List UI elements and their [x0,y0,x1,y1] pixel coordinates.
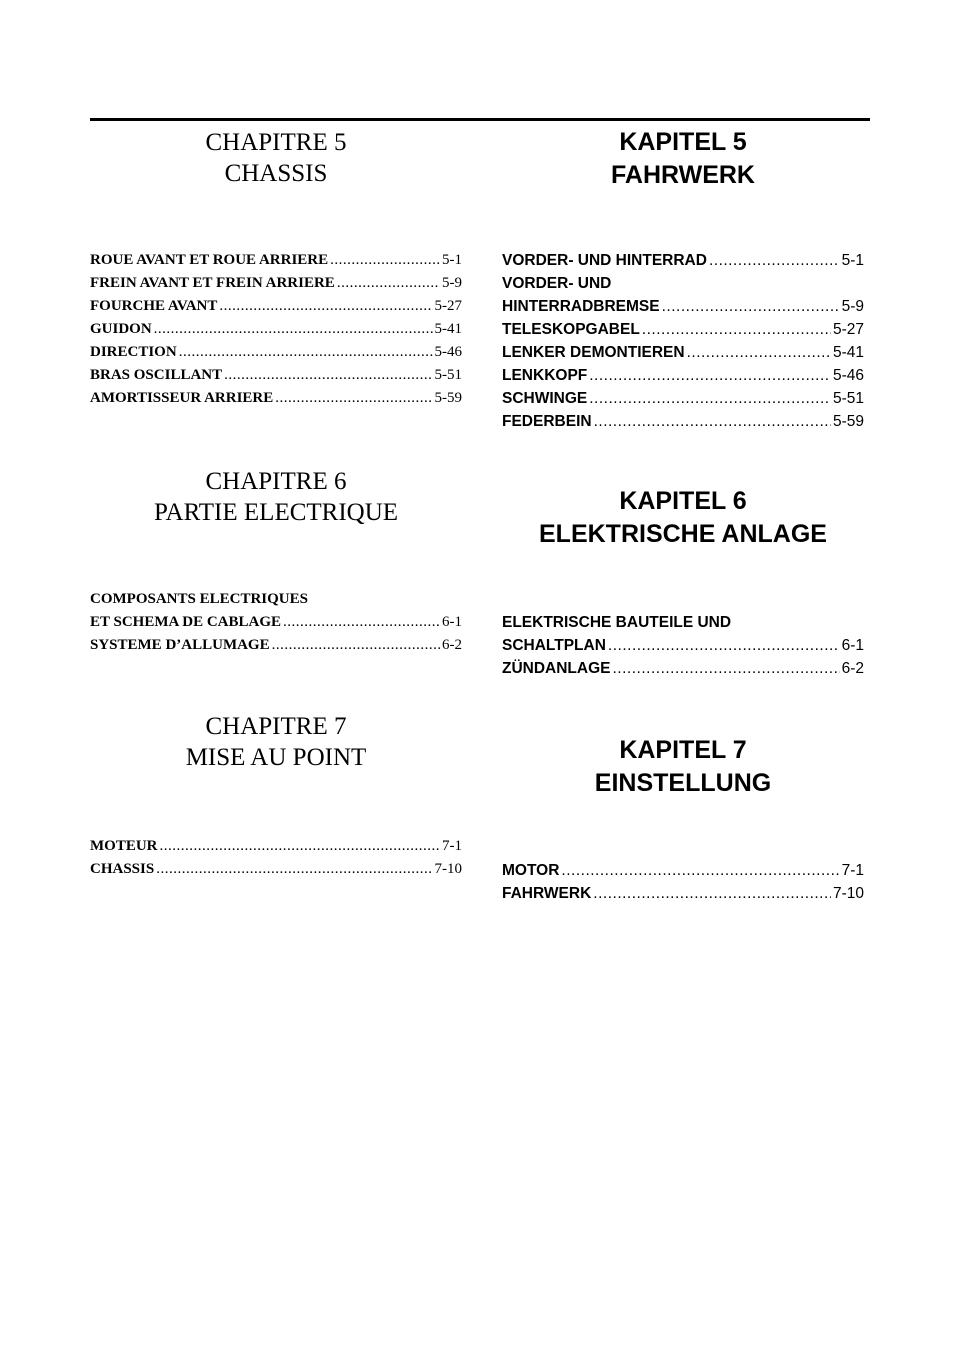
toc-entry-label: MOTOR [502,862,560,879]
toc-entry-page: 6-1 [442,614,462,630]
toc-dot-leader [561,859,839,882]
toc-entry-label: SYSTEME D’ALLUMAGE [90,637,270,653]
toc-list [90,835,462,881]
toc-entry-page: 6-2 [841,660,864,677]
chapter-number: CHAPITRE 7 [205,713,347,740]
chapter-name: CHASSIS [224,160,328,187]
toc-dot-leader [589,387,831,410]
toc-entry [502,859,864,882]
toc-dot-leader [154,318,433,341]
toc-dot-leader [330,249,440,272]
chapter-name: EINSTELLUNG [594,769,772,797]
toc-entry-label: LENKKOPF [502,367,588,384]
toc-entry-label: DIRECTION [90,344,177,360]
toc-entry [502,341,864,364]
toc-entry-label: LENKER DEMONTIEREN [502,344,685,361]
toc-entry-label: BRAS OSCILLANT [90,367,223,383]
chapter-name: FAHRWERK [611,161,755,189]
chapter-name: PARTIE ELECTRIQUE [153,499,399,526]
toc-entry [90,295,462,318]
toc-dot-leader [156,858,432,881]
toc-entry-page: 6-2 [442,637,462,653]
toc-list [502,859,864,905]
chapter-7-title-fr [90,711,462,773]
toc-entry-page: 5-41 [832,344,864,361]
chapter-name: MISE AU POINT [185,744,367,771]
toc-entry [502,634,864,657]
toc-dot-leader [224,364,432,387]
toc-entry [502,295,864,318]
toc-entry-page: 5-1 [442,252,462,268]
toc-entry-page: 5-59 [434,390,462,406]
toc-dot-leader [337,272,440,295]
toc-list [90,588,462,657]
chapter-number: CHAPITRE 6 [205,468,347,495]
toc-entry-page: 7-10 [832,885,864,902]
toc-entry [502,410,864,433]
toc-entry [90,634,462,657]
toc-list [502,249,864,433]
toc-entry-label: CHASSIS [90,861,155,877]
toc-entry [90,858,462,881]
toc-dot-leader [272,634,440,657]
toc-entry-label: ROUE AVANT ET ROUE ARRIERE [90,252,329,268]
toc-entry-page: 5-41 [434,321,462,337]
toc-entry-page: 5-46 [434,344,462,360]
chapter-5-title-fr [90,127,462,189]
toc-entry [502,387,864,410]
toc-entry-label: COMPOSANTS ELECTRIQUES [90,591,308,607]
toc-entry [502,657,864,680]
toc-entry-label: VORDER- UND HINTERRAD [502,252,707,269]
toc-entry-page: 6-1 [841,637,864,654]
toc-dot-leader [283,611,440,634]
toc-entry [90,341,462,364]
toc-entry-page: 5-9 [841,298,864,315]
toc-dot-leader [593,882,831,905]
toc-entry-page: 5-27 [434,298,462,314]
toc-dot-leader [608,634,840,657]
toc-entry-label: ELEKTRISCHE BAUTEILE UND [502,614,732,631]
toc-dot-leader [687,341,831,364]
toc-list [502,611,864,680]
toc-entry [90,588,462,611]
toc-entry-page: 5-27 [832,321,864,338]
toc-entry-page: 5-1 [841,252,864,269]
chapter-6-title-de [502,485,864,551]
toc-entry-label: FOURCHE AVANT [90,298,218,314]
toc-dot-leader [662,295,840,318]
toc-dot-leader [275,387,432,410]
chapter-6-title-fr [90,466,462,528]
chapter-7-title-de [502,734,864,800]
top-rule [90,118,870,121]
toc-entry-label: FEDERBEIN [502,413,592,430]
toc-entry-page: 5-9 [442,275,462,291]
toc-entry-page: 7-10 [434,861,462,877]
toc-entry [90,364,462,387]
toc-entry [502,249,864,272]
toc-entry [502,364,864,387]
toc-entry-label: ET SCHEMA DE CABLAGE [90,614,282,630]
toc-entry [502,318,864,341]
toc-entry [90,249,462,272]
toc-entry-label: MOTEUR [90,838,158,854]
toc-entry-label: FAHRWERK [502,885,592,902]
chapter-5-title-de [502,126,864,192]
toc-dot-leader [589,364,831,387]
toc-entry-label: GUIDON [90,321,152,337]
toc-dot-leader [642,318,831,341]
toc-entry-label: AMORTISSEUR ARRIERE [90,390,274,406]
chapter-number: CHAPITRE 5 [205,129,347,156]
toc-entry-label: TELESKOPGABEL [502,321,640,338]
toc-list [90,249,462,410]
toc-entry-label: HINTERRADBREMSE [502,298,660,315]
toc-entry-label: VORDER- UND [502,275,612,292]
toc-entry [502,272,864,295]
toc-entry-page: 7-1 [841,862,864,879]
toc-entry-page: 5-46 [832,367,864,384]
toc-dot-leader [594,410,831,433]
toc-entry [90,835,462,858]
toc-entry [90,611,462,634]
toc-dot-leader [613,657,840,680]
chapter-number: KAPITEL 6 [619,487,747,515]
toc-entry [502,882,864,905]
toc-entry [502,611,864,634]
toc-entry-page: 7-1 [442,838,462,854]
chapter-name: ELEKTRISCHE ANLAGE [539,520,827,548]
toc-entry-page: 5-59 [832,413,864,430]
toc-entry-page: 5-51 [434,367,462,383]
toc-dot-leader [709,249,840,272]
toc-entry-label: SCHWINGE [502,390,588,407]
toc-entry-label: SCHALTPLAN [502,637,606,654]
chapter-number: KAPITEL 7 [619,736,747,764]
toc-dot-leader [179,341,433,364]
toc-entry-label: ZÜNDANLAGE [502,660,611,677]
toc-entry-label: FREIN AVANT ET FREIN ARRIERE [90,275,335,291]
toc-dot-leader [219,295,432,318]
chapter-number: KAPITEL 5 [619,128,747,156]
toc-dot-leader [160,835,441,858]
toc-entry [90,318,462,341]
toc-entry-page: 5-51 [832,390,864,407]
toc-entry [90,387,462,410]
toc-entry [90,272,462,295]
